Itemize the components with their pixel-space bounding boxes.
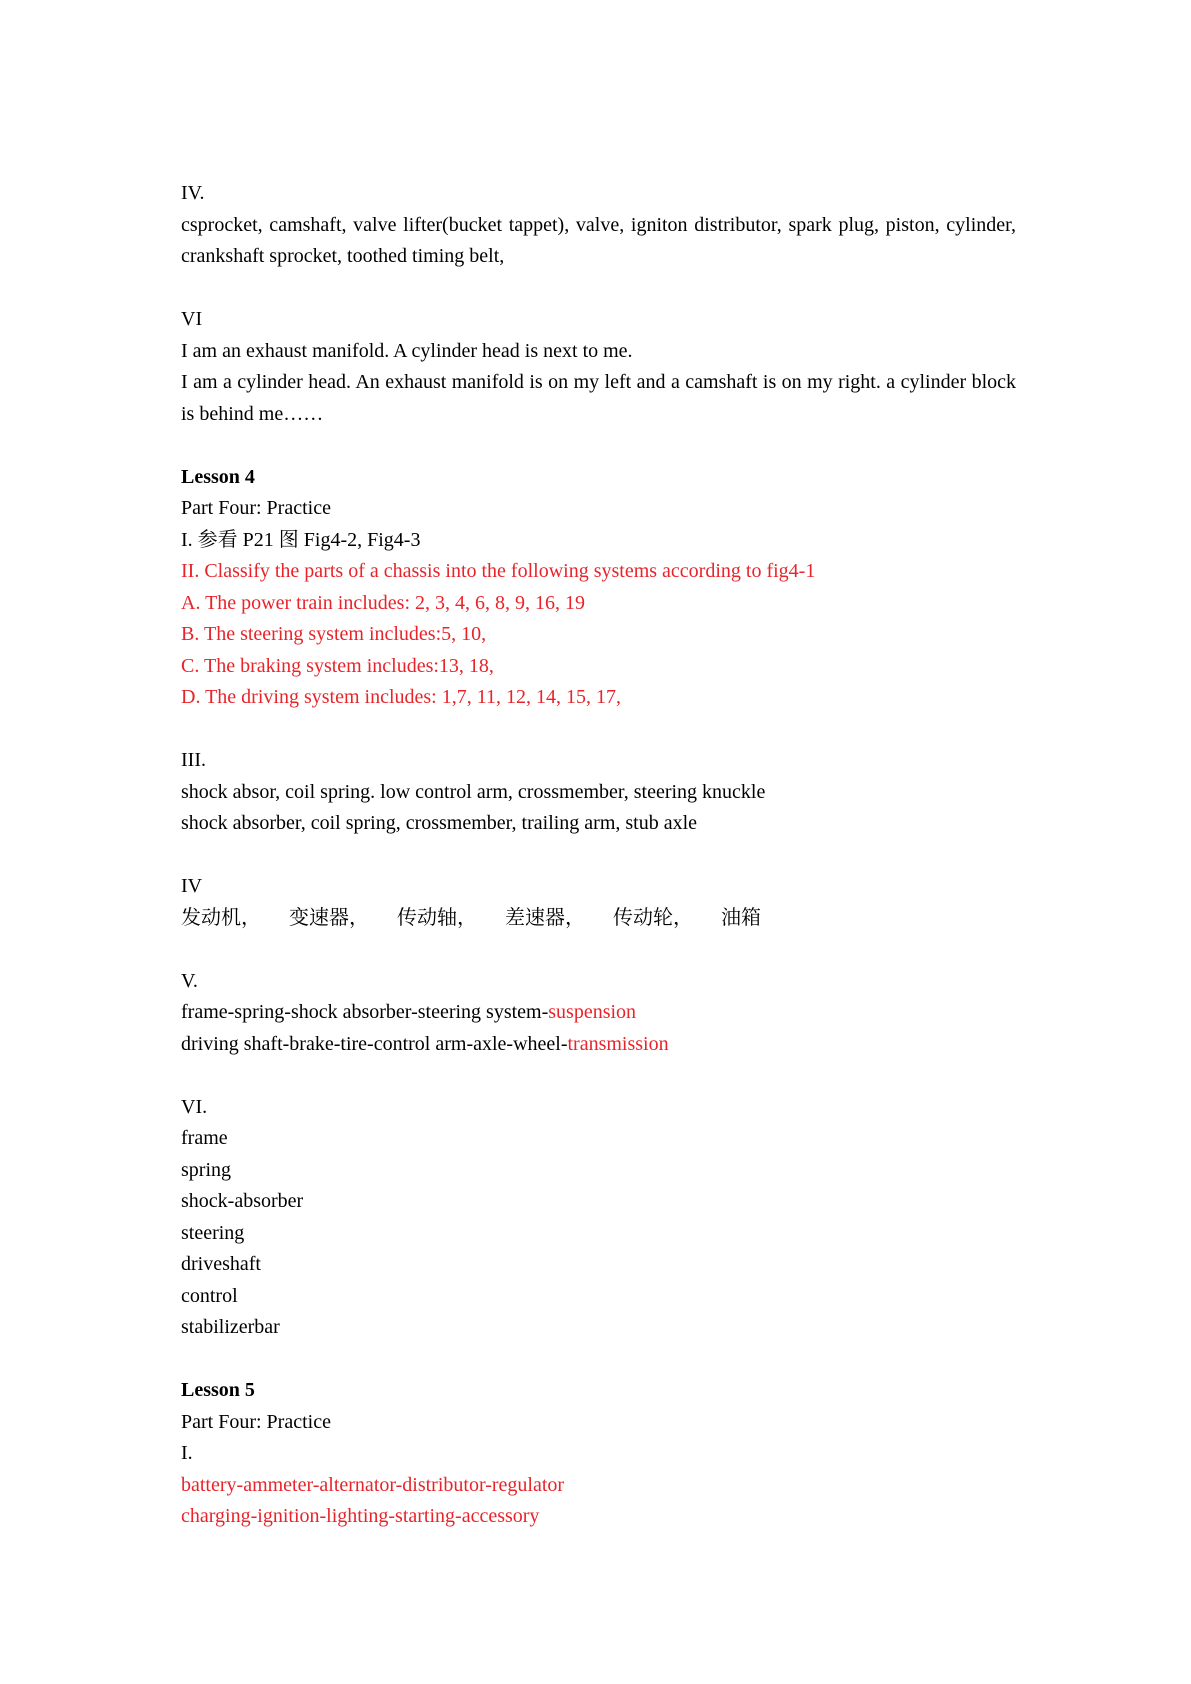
lesson4-v-line-text: driving shaft-brake-tire-control arm-axle-wheel- — [181, 1032, 568, 1055]
lesson4-iv-heading: IV — [181, 875, 203, 897]
lesson4-iii-heading: III. — [181, 749, 206, 771]
section-vi-paragraph: I am a cylinder head. An exhaust manifold is on my left and a camshaft is on my right. a cylinder block is behind me…… — [181, 371, 1016, 425]
lesson4-item-ii-title: II. Classify the parts of a chassis into the following systems according to fig4-1 — [181, 560, 816, 582]
spacer — [181, 430, 1016, 462]
lesson4-v-line — [181, 1029, 1016, 1061]
spacer — [181, 934, 1016, 966]
lesson4-v-line-answer: transmission — [567, 1032, 669, 1055]
lesson5-title: Lesson 5 — [181, 1379, 255, 1401]
lesson4-iv-item: 油箱 — [721, 906, 761, 929]
lesson4-v-line-text: frame-spring-shock absorber-steering system- — [181, 1001, 549, 1023]
lesson4-vi-item: shock-absorber — [181, 1190, 304, 1212]
lesson4-vi-heading: VI. — [181, 1095, 208, 1118]
lesson5-item-i: I. — [181, 1442, 193, 1464]
lesson4-vi-item: steering — [181, 1221, 245, 1244]
lesson4-item-i: I. 参看 P21 图 Fig4-2, Fig4-3 — [181, 528, 421, 551]
lesson4-vi-item: control — [181, 1284, 238, 1307]
lesson4-item-ii-b: B. The steering system includes:5, 10, — [181, 623, 487, 645]
lesson4-iv-item: 差速器， — [505, 906, 585, 929]
lesson4-iv-item: 传动轴， — [397, 906, 477, 929]
lesson4-vi-item: spring — [181, 1158, 231, 1181]
section-vi-line: I am an exhaust manifold. A cylinder head is next to me. — [181, 339, 633, 362]
lesson5-part: Part Four: Practice — [181, 1410, 331, 1433]
spacer — [181, 273, 1016, 305]
lesson5-line: battery-ammeter-alternator-distributor-regulator — [181, 1473, 565, 1496]
spacer — [181, 1060, 1016, 1092]
lesson4-v-line — [181, 997, 1016, 1029]
lesson5-line: charging-ignition-lighting-starting-accessory — [181, 1505, 540, 1527]
lesson4-iv-item: 传动轮， — [613, 906, 693, 929]
section-iv-heading: IV. — [181, 182, 205, 204]
spacer — [181, 1344, 1016, 1376]
document-content — [181, 178, 1016, 1533]
lesson4-iv-item: 变速器， — [289, 906, 369, 929]
spacer — [181, 840, 1016, 872]
lesson4-part: Part Four: Practice — [181, 497, 331, 519]
lesson4-item-ii-c: C. The braking system includes:13, 18, — [181, 654, 494, 677]
spacer — [181, 714, 1016, 746]
lesson4-v-line-answer: suspension — [548, 1001, 637, 1023]
lesson4-iii-line: shock absor, coil spring. low control arm, crossmember, steering knuckle — [181, 780, 766, 803]
lesson4-item-ii-d: D. The driving system includes: 1,7, 11, 12, 14, 15, 17, — [181, 686, 621, 708]
lesson4-vi-item: stabilizerbar — [181, 1316, 280, 1338]
lesson4-vi-item: driveshaft — [181, 1253, 261, 1275]
lesson4-iii-line: shock absorber, coil spring, crossmember, trailing arm, stub axle — [181, 812, 698, 834]
lesson4-title: Lesson 4 — [181, 465, 255, 488]
section-vi-heading: VI — [181, 308, 203, 330]
lesson4-item-ii-a: A. The power train includes: 2, 3, 4, 6, 8, 9, 16, 19 — [181, 591, 586, 614]
lesson4-iv-item: 发动机， — [181, 906, 261, 929]
lesson4-vi-item: frame — [181, 1127, 228, 1149]
lesson4-v-heading: V. — [181, 969, 198, 992]
lesson4-iv-list — [181, 903, 1016, 935]
section-iv-paragraph: csprocket, camshaft, valve lifter(bucket tappet), valve, igniton distributor, spark plug, piston, cylinder, crankshaft sprocket, toothed timing belt, — [181, 213, 1016, 267]
